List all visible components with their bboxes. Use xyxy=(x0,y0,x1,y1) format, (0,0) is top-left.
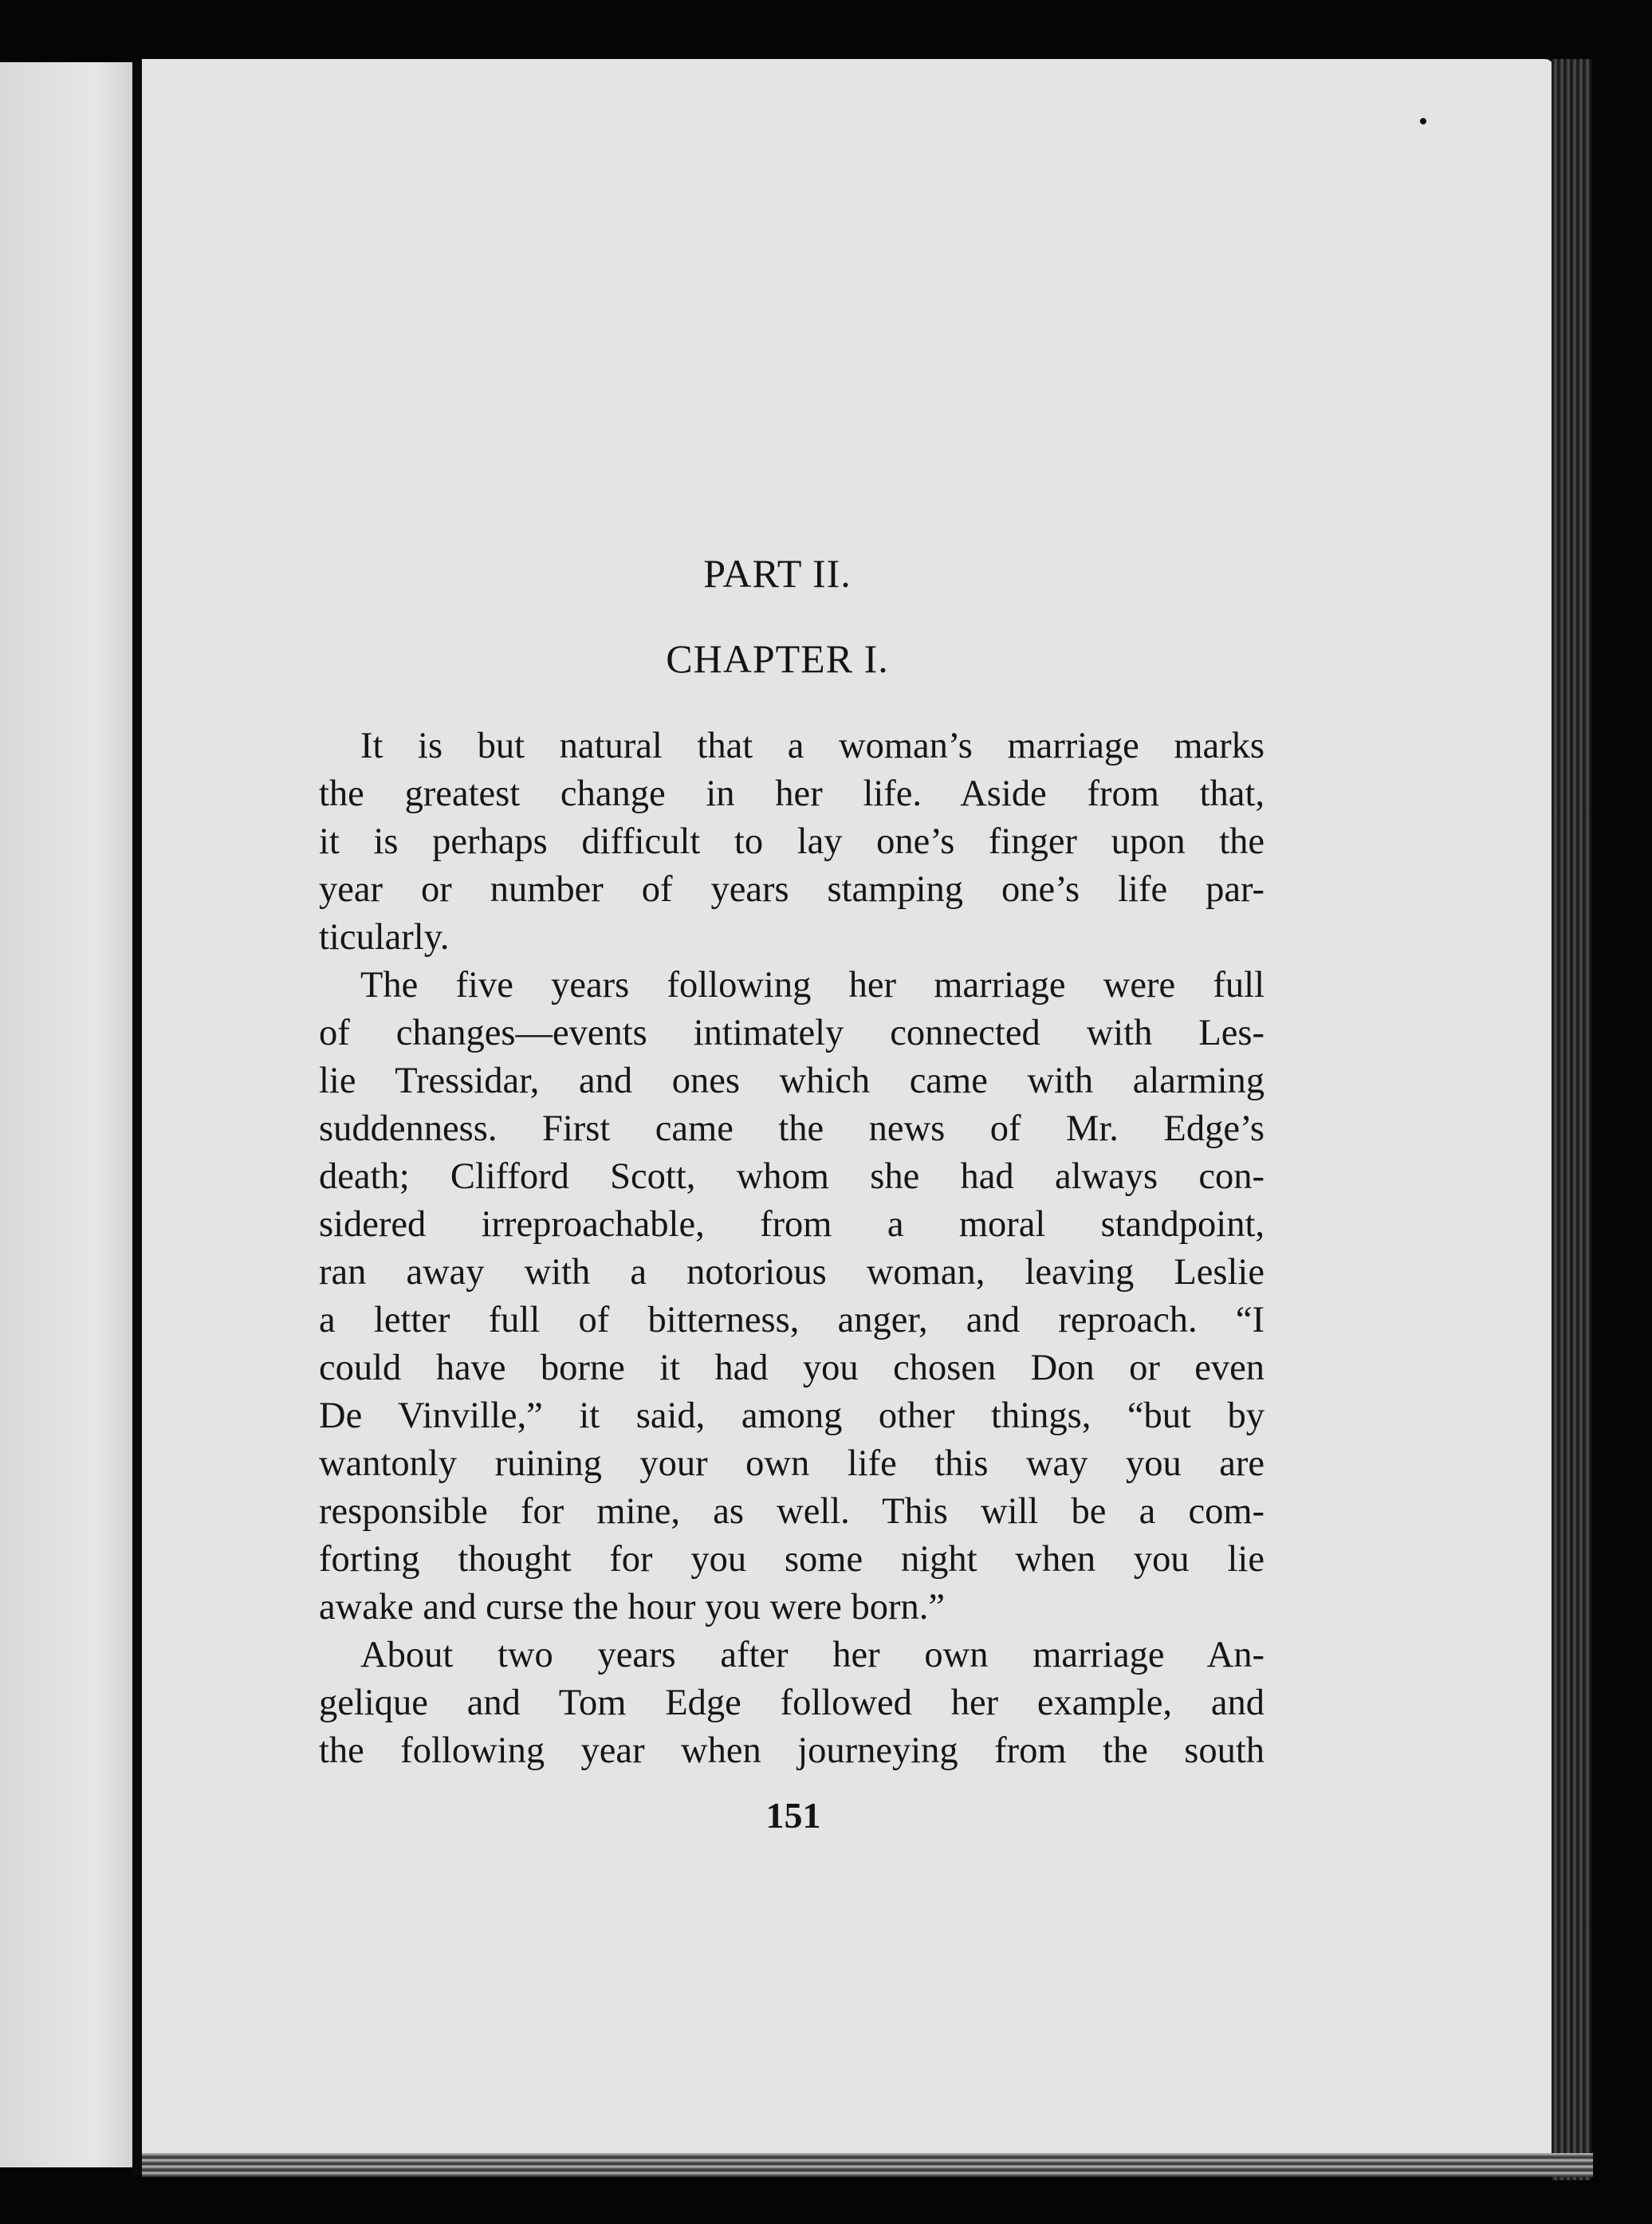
text-line: of changes—events intimately connected with Les- xyxy=(319,1013,1265,1053)
scan-speck xyxy=(1420,118,1426,124)
chapter-heading: CHAPTER I. xyxy=(666,636,889,681)
text-line: ran away with a notorious woman, leaving Leslie xyxy=(319,1252,1265,1293)
facing-page-edge xyxy=(0,62,137,2167)
text-line: death; Clifford Scott, whom she had always con- xyxy=(319,1156,1265,1197)
text-line: the greatest change in her life. Aside from that, xyxy=(319,773,1265,814)
text-line: a letter full of bitterness, anger, and reproach. “I xyxy=(319,1300,1265,1340)
text-line: The five years following her marriage were full xyxy=(360,965,1265,1006)
body-text xyxy=(319,722,1265,1775)
page-number: 151 xyxy=(765,1795,821,1836)
page-bottom-edge xyxy=(142,2153,1593,2177)
text-line: About two years after her own marriage An- xyxy=(360,1635,1265,1675)
text-line: ticularly. xyxy=(319,917,450,958)
text-line: It is but natural that a woman’s marriage marks xyxy=(360,726,1265,766)
text-line: it is perhaps difficult to lay one’s finger upon the xyxy=(319,821,1265,862)
text-line: lie Tressidar, and ones which came with alarming xyxy=(319,1061,1265,1101)
text-line: De Vinville,” it said, among other things, “but by xyxy=(319,1395,1265,1436)
page-fore-edge xyxy=(1552,59,1591,2180)
text-line: forting thought for you some night when you lie xyxy=(319,1539,1265,1580)
text-line: year or number of years stamping one’s life par- xyxy=(319,869,1265,910)
part-heading: PART II. xyxy=(703,551,852,596)
text-line: gelique and Tom Edge followed her example, and xyxy=(319,1683,1265,1723)
text-line: sidered irreproachable, from a moral standpoint, xyxy=(319,1204,1265,1245)
book-gutter xyxy=(132,62,142,2175)
text-line: wantonly ruining your own life this way you are xyxy=(319,1443,1265,1484)
text-line: the following year when journeying from the south xyxy=(319,1730,1265,1771)
text-line: awake and curse the hour you were born.” xyxy=(319,1587,946,1628)
text-line: responsible for mine, as well. This will be a com- xyxy=(319,1491,1265,1532)
text-line: suddenness. First came the news of Mr. Edge’s xyxy=(319,1108,1265,1149)
text-line: could have borne it had you chosen Don or even xyxy=(319,1348,1265,1388)
